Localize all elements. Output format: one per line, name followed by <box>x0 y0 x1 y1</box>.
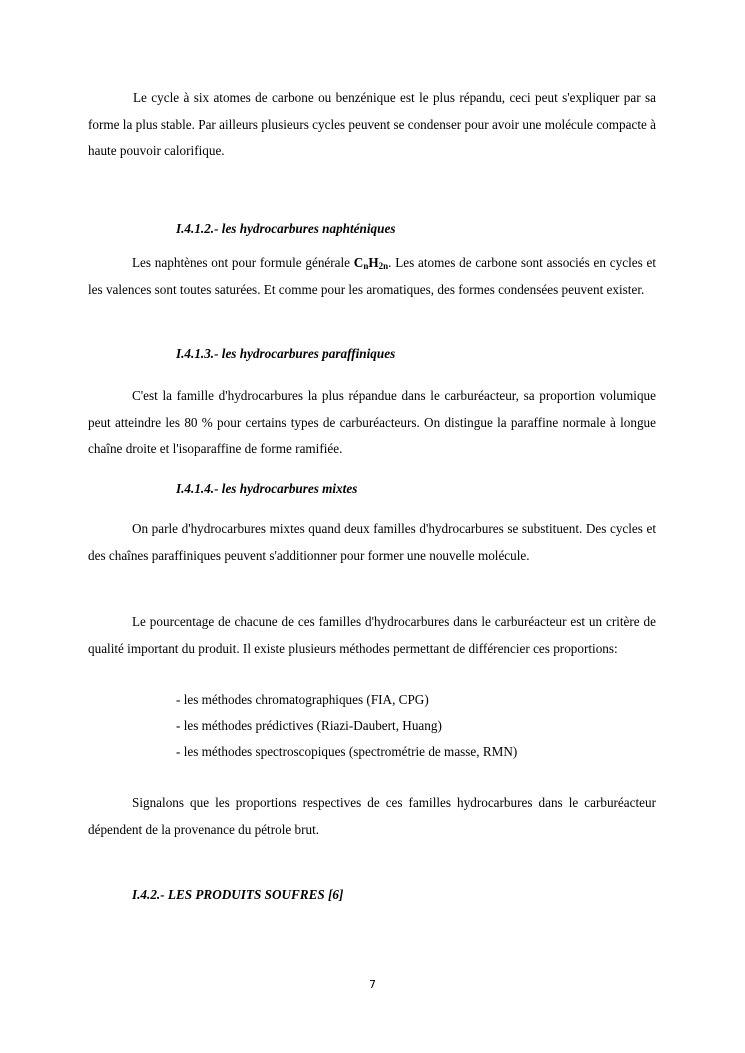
paragraph-signalons-text: Signalons que les proportions respectives de ces familles hydrocarbures dans le carburéacteur dépendent de la provenance du pétrole brut. <box>88 795 656 837</box>
paragraph-benzene-text: Le cycle à six atomes de carbone ou benzénique est le plus répandu, ceci peut s'expliquer par sa forme la plus stable. Par ailleurs plusieurs cycles peuvent se condenser pour avoir une molécule compacte à haute pouvoir calorifique. <box>88 90 656 158</box>
paragraph-mixtes-text: On parle d'hydrocarbures mixtes quand deux familles d'hydrocarbures se substituent. Des cycles et des chaînes paraffiniques peuvent s'additionner pour former une nouvelle molécule. <box>88 521 656 563</box>
heading-produits-soufres: I.4.2.- LES PRODUITS SOUFRES [6] <box>132 887 344 902</box>
paragraph-naphtenes <box>88 250 656 303</box>
page-number: 7 <box>369 978 376 991</box>
heading-mixtes: I.4.1.4.- les hydrocarbures mixtes <box>176 481 358 496</box>
paragraph-signalons <box>88 790 656 843</box>
paragraph-benzene-cycle <box>88 85 656 165</box>
paragraph-naphtenes-text-2: . Les atomes de carbone sont associés en cycles et les valences sont toutes saturées. Et comme pour les aromatiques, des formes condensées peuvent exister. <box>88 255 656 297</box>
paragraph-pourcentage-text: Le pourcentage de chacune de ces familles d'hydrocarbures dans le carburéacteur est un critère de qualité important du produit. Il existe plusieurs méthodes permettant de différencier ces proportions: <box>88 614 656 656</box>
list-item-predictives: - les méthodes prédictives (Riazi-Daubert, Huang) <box>176 718 442 733</box>
heading-paraffiniques: I.4.1.3.- les hydrocarbures paraffiniques <box>176 346 396 361</box>
paragraph-naphtenes-text-1: Les naphtènes ont pour formule générale <box>132 255 354 270</box>
list-item-chromatographiques: - les méthodes chromatographiques (FIA, CPG) <box>176 692 429 707</box>
paragraph-paraffines <box>88 383 656 463</box>
paragraph-pourcentage <box>88 609 656 662</box>
heading-naphteniques: I.4.1.2.- les hydrocarbures naphténiques <box>176 221 396 236</box>
paragraph-mixtes <box>88 516 656 569</box>
paragraph-paraffines-text: C'est la famille d'hydrocarbures la plus répandue dans le carburéacteur, sa proportion volumique peut atteindre les 80 % pour certains types de carburéacteurs. On distingue la paraffine normale à longue chaîne droite et l'isoparaffine de forme ramifiée. <box>88 388 656 456</box>
formula-cnh2n: $C_nH_{2n}$ <box>353 255 389 271</box>
list-item-spectroscopiques: - les méthodes spectroscopiques (spectrométrie de masse, RMN) <box>176 744 518 759</box>
